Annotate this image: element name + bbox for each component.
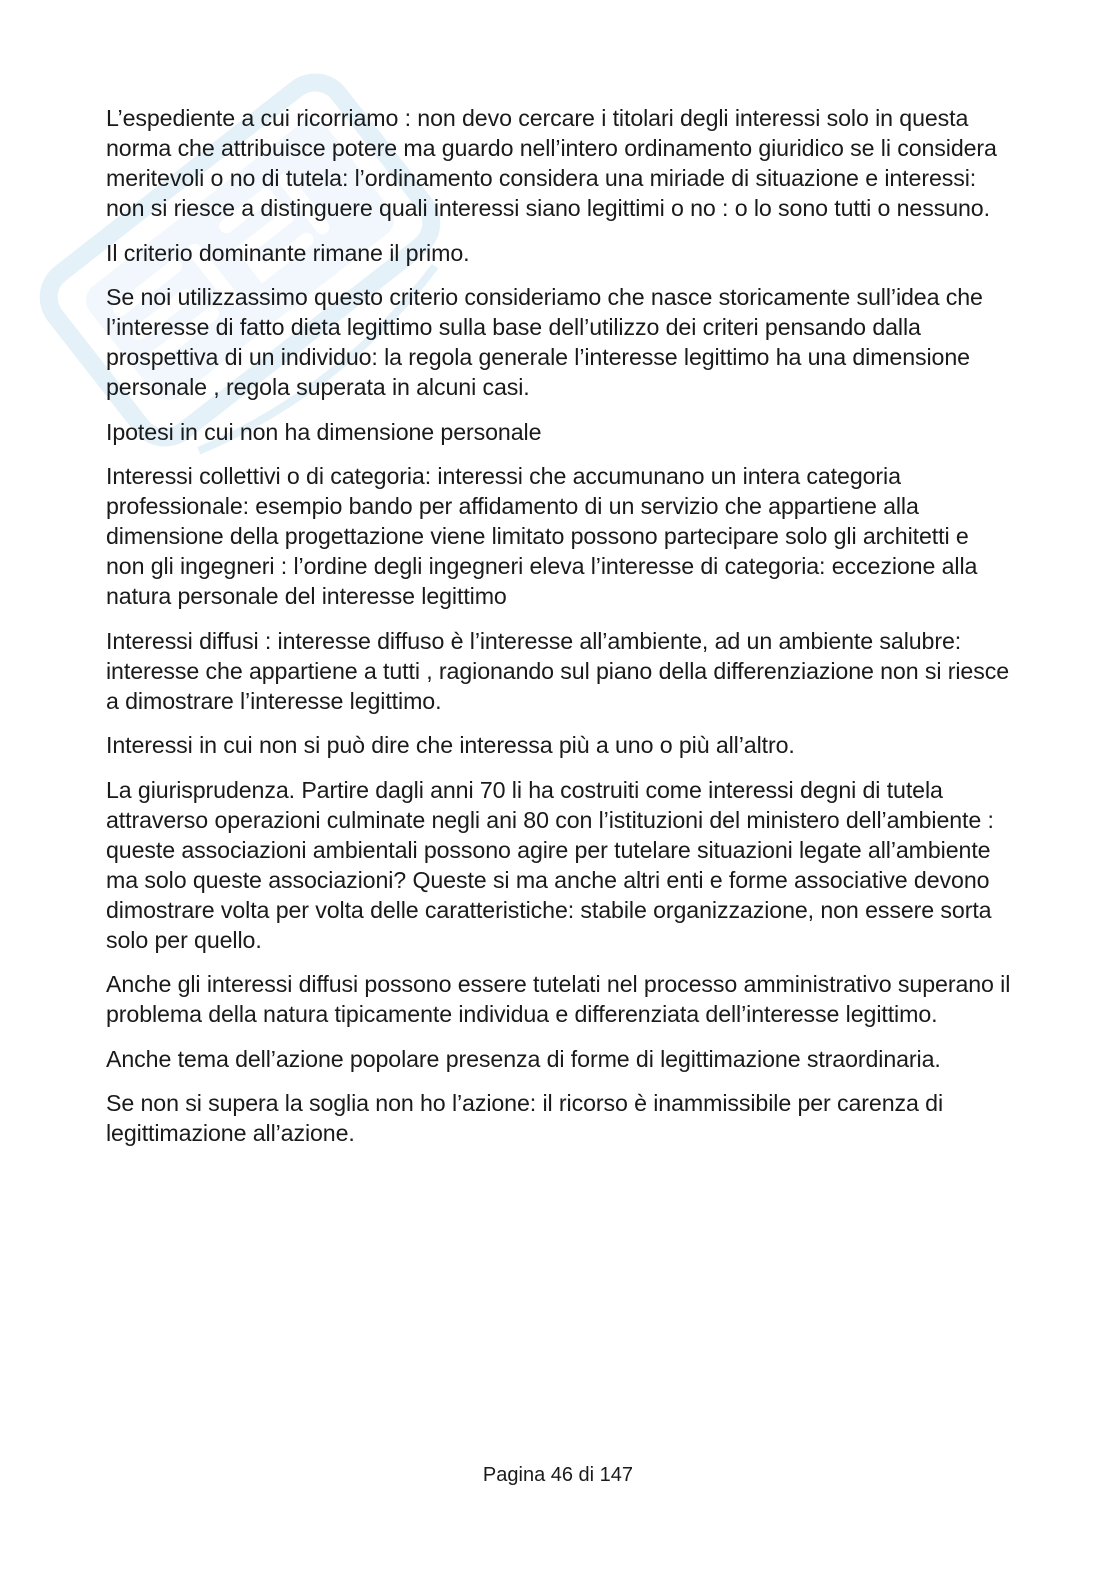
paragraph: Se non si supera la soglia non ho l’azione: il ricorso è inammissibile per carenza di legittimazione all’azione. — [106, 1090, 943, 1146]
paragraph: Interessi in cui non si può dire che interessa più a uno o più all’altro. — [106, 732, 795, 758]
paragraph: Anche gli interessi diffusi possono essere tutelati nel processo amministrativo superano il problema della natura tipicamente individua e differenziata dell’interesse legittimo. — [106, 971, 1011, 1027]
paragraph: L’espediente a cui ricorriamo : non devo cercare i titolari degli interessi solo in questa norma che attribuisce potere ma guardo nell’intero ordinamento giuridico se li considera meritevoli o no di tutela: l’ordinamento considera una miriade di situazione e interessi: non si riesce a distinguere quali interessi siano legittimi o no : o lo sono tutti o nessuno. — [106, 105, 997, 221]
document-body — [106, 103, 1011, 1163]
paragraph: Interessi diffusi : interesse diffuso è l’interesse all’ambiente, ad un ambiente salubre: interesse che appartiene a tutti , ragionando sul piano della differenziazione non si riesce a dimostrare l’interesse legittimo. — [106, 627, 1010, 714]
page-number-footer: Pagina 46 di 147 — [482, 1464, 634, 1486]
paragraph: Ipotesi in cui non ha dimensione personale — [106, 418, 542, 445]
paragraph: Anche tema dell’azione popolare presenza di forme di legittimazione straordinaria. — [106, 1045, 941, 1072]
paragraph: La giurisprudenza. Partire dagli anni 70 li ha costruiti come interessi degni di tutela attraverso operazioni culminate negli ani 80 con l’istituzioni del ministero dell’ambiente : queste associazioni ambientali possono agire per tutelare situazioni legate all’ambiente ma solo queste associazioni? Queste si ma anche altri enti e forme associative devono dimostrare volta per volta delle caratteristiche: stabile organizzazione, non essere sorta solo per quello. — [106, 776, 994, 953]
paragraph: Interessi collettivi o di categoria: interessi che accumunano un intera categoria professionale: esempio bando per affidamento di un servizio che appartiene alla dimensione della progettazione viene limitato possono partecipare solo gli architetti e non gli ingegneri : l’ordine degli ingegneri eleva l’interesse di categoria: eccezione alla natura personale del interesse legittimo — [106, 463, 978, 609]
paragraph: Se noi utilizzassimo questo criterio consideriamo che nasce storicamente sull’idea che l’interesse di fatto dieta legittimo sulla base dell’utilizzo dei criteri pensando dalla prospettiva di un individuo: la regola generale l’interesse legittimo ha una dimensione personale , regola superata in alcuni casi. — [106, 284, 983, 400]
paragraph: Il criterio dominante rimane il primo. — [106, 239, 470, 266]
